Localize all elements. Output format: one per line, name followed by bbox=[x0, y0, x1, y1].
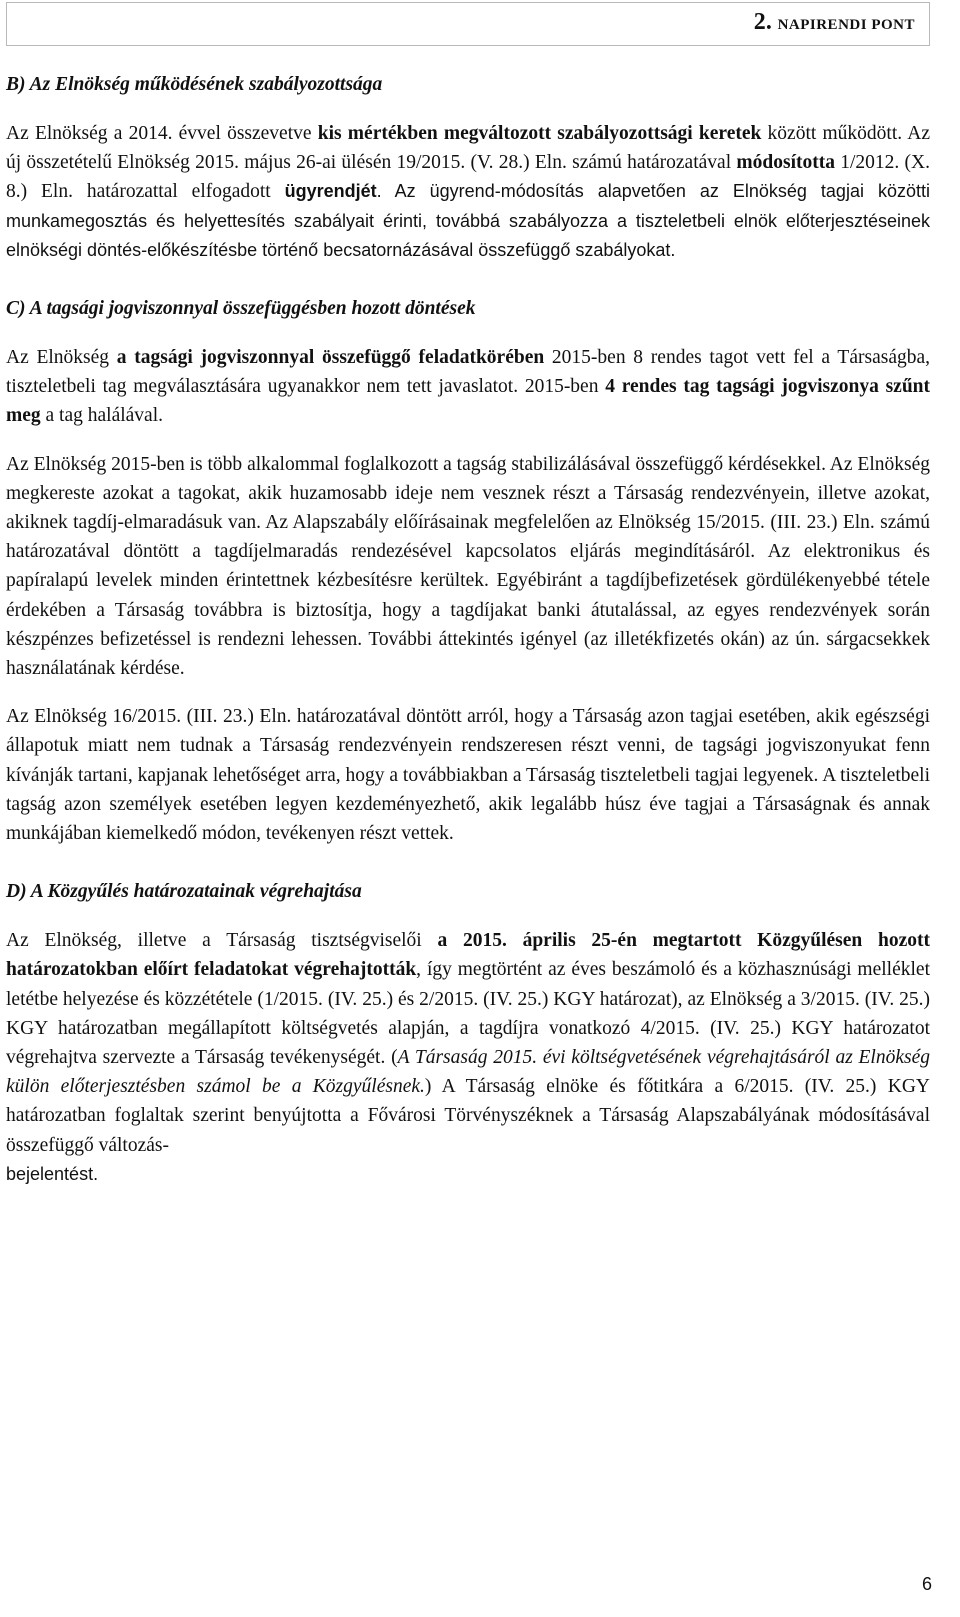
section-c-title: C) A tagsági jogviszonnyal összefüggésben hozott döntések bbox=[6, 298, 476, 320]
section-d-title: D) A Közgyűlés határozatainak végrehajtása bbox=[6, 881, 362, 903]
document-body bbox=[6, 70, 930, 1189]
page-number: 6 bbox=[921, 1574, 932, 1594]
text-run: 1/2012. (X. 8.) Eln. határozattal elfogadott bbox=[6, 152, 930, 203]
section-c-paragraph-1 bbox=[6, 343, 930, 431]
section-c-paragraph-2: Az Elnökség 2015-ben is több alkalommal foglalkozott a tagság stabilizálásával összefüggő kérdésekkel. Az Elnökség megkereste azokat a tagokat, akik huzamosabb ideje nem vesznek részt a Társaság rendezvényein, illetve azokat, akiknek tagdíj-elmaradásuk van. Az Alapszabály előírásainak megfelelően az Elnökség 15/2015. (III. 23.) Eln. számú határozatával döntött a tagdíjelmaradás rendezésével kapcsolatos eljárás megindításáról. Az elektronikus és papíralapú levelek minden érintettnek kézbesítésre kerültek. Egyébiránt a tagdíjbefizetések gördülékenyebbé tétele érdekében a Társaság továbbra is biztosítja, hogy a tagdíjakat banki átutalással, az egyes rendezvények során készpénzes befizetéssel is rendezni lehessen. További áttekintés igényel (az illetékfizetés okán) az ún. sárgacsekkek használatának kérdése. bbox=[6, 453, 930, 680]
bold-run: a 2015. április 25-én megtartott Közgyűlésen hozott határozatokban előírt feladatokat végrehajtották bbox=[6, 930, 930, 981]
text-run: . Az ügyrend-módosítás alapvetően az Elnökség tagjai közötti munkamegosztás és helyettesítés szabályait érinti, továbbá szabályozza a tiszteletbeli elnök előterjesztéseinek elnökségi döntés-előkészítésbe történő becsatornázásával összefüggő szabályokat. bbox=[6, 181, 930, 260]
text-run: Az Elnökség bbox=[6, 347, 117, 369]
bold-run: módosította bbox=[736, 152, 835, 174]
bold-run: a tagsági jogviszonnyal összefüggő feladatkörében bbox=[116, 347, 545, 369]
section-c-paragraph-3: Az Elnökség 16/2015. (III. 23.) Eln. határozatával döntött arról, hogy a Társaság azon tagjai esetében, akik egészségi állapotuk miatt nem tudnak a Társaság rendezvényein rendszeresen részt venni, de tagsági jogviszonyukat fenn kívánják tartani, kapjanak lehetőséget arra, hogy a továbbiakban a Társaság tiszteletbeli tagjai legyenek. A tiszteletbeli tagság azon személyek esetében legyen kezdeményezhető, akik legalább húsz éve tagjai a Társaságnak és annak munkájában kiemelkedő módon, tevékenyen részt vettek. bbox=[6, 706, 930, 845]
agenda-point-label bbox=[754, 9, 915, 36]
text-run: között működött. Az új összetételű Elnökség 2015. május 26-ai ülésén 19/2015. (V. 28.) Eln. számú határozatával bbox=[6, 123, 930, 174]
text-run: Az Elnökség, illetve a Társaság tisztségviselői bbox=[6, 930, 438, 952]
bold-run: ügyrendjét bbox=[284, 181, 377, 202]
text-run: Az Elnökség a 2014. évvel összevetve bbox=[6, 123, 318, 144]
text-run: bejelentést. bbox=[6, 1163, 99, 1184]
bold-run: kis mértékben megváltozott szabályozottsági keretek bbox=[317, 123, 762, 144]
section-d-paragraph bbox=[6, 926, 930, 1189]
text-run: a tag halálával. bbox=[40, 405, 164, 427]
text-run: 2015-ben 8 rendes tagot vett fel a Társaságba, tiszteletbeli tag megválasztására ugyanakkor nem tett javaslatot. 2015-ben bbox=[6, 347, 931, 398]
page-header bbox=[6, 2, 930, 46]
text-run: ) A Társaság elnöke és főtitkára a 6/2015. (IV. 25.) KGY határozatban foglaltak szerint benyújtotta a Fővárosi Törvényszéknek a Társaság Alapszabályának módosításával összefüggő változás- bbox=[6, 1076, 930, 1156]
agenda-label: NAPIRENDI PONT bbox=[777, 17, 915, 33]
agenda-number: 2. bbox=[753, 9, 773, 35]
text-run: , így megtörtént az éves beszámoló és a közhasznúsági melléklet letétbe helyezése és közzététele (1/2015. (IV. 25.) és 2/2015. (IV. 25.) KGY határozat), az Elnökség a 3/2015. (IV. 25.) KGY határozatban megállapított költségvetés alapján, a tagdíjra vonatkozó 4/2015. (IV. 25.) KGY határozatot végrehajtva szervezte a Társaság tevékenységét. ( bbox=[6, 959, 930, 1069]
italic-run: A Társaság 2015. évi költségvetésének végrehajtásáról az Elnökség külön előterjesztésben számol be a Közgyűlésnek. bbox=[6, 1047, 930, 1098]
section-b-paragraph bbox=[6, 119, 930, 265]
bold-run: 4 rendes tag tagsági jogviszonya szűnt meg bbox=[6, 376, 931, 427]
section-b-title: B) Az Elnökség működésének szabályozottsága bbox=[6, 74, 383, 95]
